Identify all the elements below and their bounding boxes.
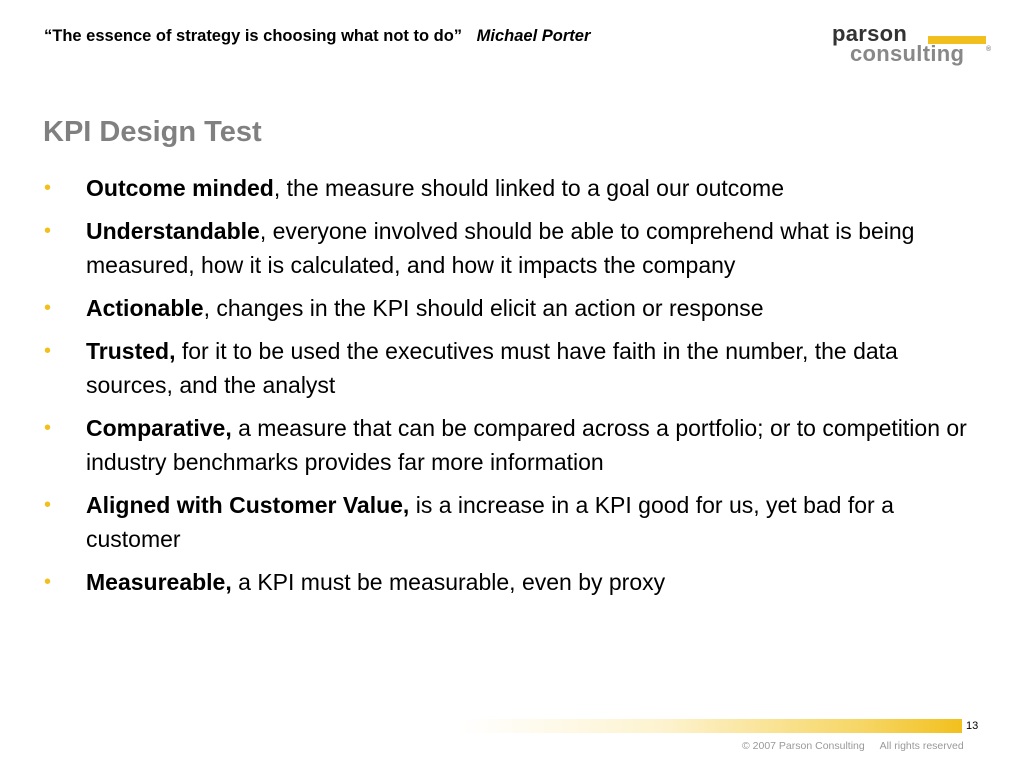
bullet-term: Comparative,: [86, 415, 232, 441]
bullet-item: [44, 565, 989, 599]
bullet-dot-icon: •: [44, 494, 52, 516]
bullet-text: is a increase in a KPI good for us, yet bad for a customer: [86, 492, 894, 552]
bullet-term: Aligned with Customer Value,: [86, 492, 410, 518]
quote-author: Michael Porter: [476, 27, 591, 45]
quote-text: “The essence of strategy is choosing what not to do”: [44, 27, 463, 45]
bullet-dot-icon: •: [44, 177, 52, 199]
footer-gradient-bar: [460, 719, 962, 733]
bullet-dot-icon: •: [44, 297, 52, 319]
bullet-text: , changes in the KPI should elicit an action or response: [203, 295, 764, 321]
rights-text: All rights reserved: [879, 740, 964, 752]
bullet-item: [44, 291, 989, 325]
bullet-text: for it to be used the executives must have faith in the number, the data sources, and the analyst: [86, 338, 898, 398]
bullet-item: [44, 411, 989, 479]
bullet-item: [44, 171, 989, 205]
bullet-dot-icon: •: [44, 340, 52, 362]
bullet-term: Outcome minded: [86, 175, 274, 201]
page-number: 13: [966, 720, 979, 732]
header-quote: [44, 27, 590, 46]
bullet-text: a measure that can be compared across a portfolio; or to competition or industry benchmarks provides far more information: [86, 415, 967, 475]
bullet-text: , everyone involved should be able to comprehend what is being measured, how it is calculated, and how it impacts the company: [86, 218, 915, 278]
bullet-dot-icon: •: [44, 571, 52, 593]
bullet-list: [44, 171, 989, 608]
bullet-dot-icon: •: [44, 220, 52, 242]
bullet-term: Understandable: [86, 218, 260, 244]
logo-registered-mark: ®: [986, 46, 992, 53]
bullet-term: Actionable: [86, 295, 204, 321]
slide-title: KPI Design Test: [43, 116, 262, 148]
bullet-item: [44, 488, 989, 556]
bullet-term: Trusted,: [86, 338, 176, 364]
bullet-item: [44, 334, 989, 402]
logo-word-consulting: consulting: [850, 41, 965, 66]
company-logo: [832, 21, 992, 68]
bullet-term: Measureable,: [86, 569, 232, 595]
bullet-text: a KPI must be measurable, even by proxy: [231, 569, 666, 595]
bullet-dot-icon: •: [44, 417, 52, 439]
logo-word-parson: parson: [832, 21, 908, 46]
footer-copyright: [742, 740, 964, 752]
copyright-text: © 2007 Parson Consulting: [742, 740, 865, 752]
bullet-item: [44, 214, 989, 282]
bullet-text: , the measure should linked to a goal our outcome: [273, 175, 785, 201]
